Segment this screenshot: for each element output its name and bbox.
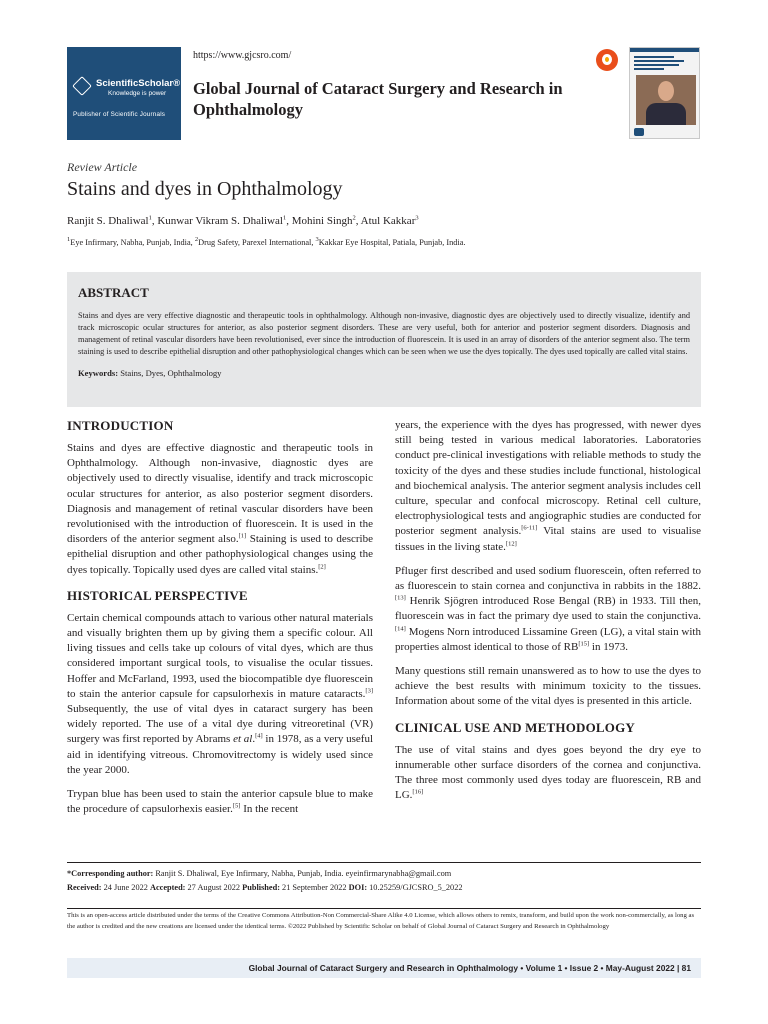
paragraph-historical-1: Certain chemical compounds attach to various other natural materials and visually brighten them up by giving them a specific colour. All living tissues and cells take up colours of vital dyes, which are thus considered important surgical tools, to visualise the ocular tissues. Hoffer and McFarland, 1993, used the biocompatible dye fluorescein to stain the anterior capsule for capsulorhexis in mature cataracts.[3] Subsequently, the use of vital dyes in cataract surgery has been widely reported. The use of a vital dye during vitreoretinal (VR) surgery was first reported by Abrams et al.[4] in 1978, as a very useful aid in identifying vitreous. Chromovitrectomy is widely used since the year 2000. [67,611,374,776]
paragraph-clinical: The use of vital stains and dyes goes beyond the dry eye to innumerable other surface disorders of the cornea and conjunctiva. The three most commonly used dyes today are fluorescein, RB and LG.[16] [395,743,701,802]
publisher-logo [67,47,181,140]
affiliations: $^1$Eye Infirmary, Nabha, Punjab, India, $^2$Drug Safety, Parexel International, $^3$Kakkar Eye Hospital, Patiala, Punjab, India. [67,236,466,247]
license-text: This is an open-access article distributed under the terms of the Creative Commons Attribution-Non Commercial-Share Alike 4.0 License, which allows others to remix, transform, and build upon the work non-commercially, as long as the author is credited and the new creations are licensed under the identical terms. ©2022 Published by Scientific Scholar on behalf of Global Journal of Cataract Surgery and Research in Ophthalmology [67,912,695,930]
license-divider [67,908,701,909]
keywords-label: Keywords: [78,368,119,379]
abstract-heading: ABSTRACT [78,285,149,300]
paragraph-right-3: Many questions still remain unanswered as to how to use the dyes to achieve the best results with minimum toxicity to the tissues. Information about some of the vital dyes is presented in this article. [395,665,701,708]
journal-cover-image [629,47,700,139]
article-dates: Received: 24 June 2022 Accepted: 27 August 2022 Published: 21 September 2022 DOI: 10.25259/GJCSRO_5_2022 [67,883,463,892]
abstract-text: Stains and dyes are very effective diagnostic and therapeutic tools in ophthalmology. Although non-invasive, diagnostic dyes are objectively used to directly visualize, identify and track microscopic ocular structures for anterior, as also posterior segment disorders. These are very useful, both for anterior and posterior segment disorders. Diagnosis and management of retinal vascular disorders have been revolutionised, ever since the introduction of fluorescein. It is used in an array of disorders of the anterior segment also. The term staining is used to describe epithelial disruption and other pathophysiological changes which can be seen when we use the dyes topically. The dyes used topically are called vital stains. [78,311,690,357]
article-title: Stains and dyes in Ophthalmology [67,178,343,200]
running-footer: Global Journal of Cataract Surgery and Research in Ophthalmology • Volume 1 • Issue 2 • May-August 2022 | 81 [67,958,701,978]
body-column-left [67,418,373,817]
section-heading-historical: HISTORICAL PERSPECTIVE [67,587,248,603]
publisher-of: Publisher of Scientific Journals [73,111,166,118]
article-type: Review Article [67,160,138,174]
keywords-value: Stains, Dyes, Ophthalmology [120,368,222,379]
corresponding-author: *Corresponding author: Ranjit S. Dhaliwal, Eye Infirmary, Nabha, Punjab, India. eyeinfirmarynabha@gmail.com [67,869,452,878]
footer-divider [67,862,701,863]
publisher-tagline: Knowledge is power [108,90,167,97]
paragraph-introduction: Stains and dyes are effective diagnostic and therapeutic tools in Ophthalmology. Although non-invasive, diagnostic dyes are objectively used to directly visualise, identify and track microscopic ocular structures for anterior, as also posterior segment disorders. Diagnosis and management of retinal vascular disorders have been revolutionised with the introduction of fluorescein. It is used in the disorders of the anterior segment also.[1] Staining is used to describe epithelial disruption and other pathophysiological changes using the dyes topically. Topically used dyes are called vital stains.[2] [67,442,373,576]
journal-url[interactable]: https://www.gjcsro.com/ [193,50,292,61]
keywords [78,367,690,379]
author-list: Ranjit S. Dhaliwal$^1$, Kunwar Vikram S. Dhaliwal$^1$, Mohini Singh$^2$, Atul Kakkar$^3$ [67,214,419,227]
journal-title: Global Journal of Cataract Surgery and Research in Ophthalmology [193,79,563,119]
section-heading-clinical: CLINICAL USE AND METHODOLOGY [395,719,635,735]
publisher-name: ScientificScholar® [96,78,181,89]
footnotes [67,867,701,895]
body-column-right [395,418,701,803]
section-heading-introduction: INTRODUCTION [67,418,174,433]
paragraph-historical-2: Trypan blue has been used to stain the anterior capsule blue to make the procedure of capsulorhexis easier.[5] In the recent [67,788,373,816]
paragraph-right-1: years, the experience with the dyes has progressed, with newer dyes still being tested in various medical laboratories. Laboratories conduct pre-clinical investigations with reliable methods to study the toxicity of the dyes and these studies include functional, histological and biochemical analysis. The anterior segment analysis includes cell culture, specular and confocal microscopy. Retinal cell culture, electrophysiological tests and angiographic studies are conducted for posterior segment analysis.[6-11] Vital stains are used to visualise tissues in the living state.[12] [395,419,701,553]
abstract-box [67,272,701,407]
paragraph-right-2: Pfluger first described and used sodium fluorescein, often referred to as fluorescein to stain cornea and conjunctiva in rabbits in the 1882.[13] Henrik Sjögren introduced Rose Bengal (RB) in 1933. Till then, fluorescein was in fact the primary dye used to stain the conjunctiva.[14] Mogens Norn introduced Lissamine Green (LG), a vital stain with properties almost identical to those of RB[15] in 1973. [395,564,701,653]
open-access-icon [596,49,618,71]
scientificscholar-logo-icon [72,76,92,96]
